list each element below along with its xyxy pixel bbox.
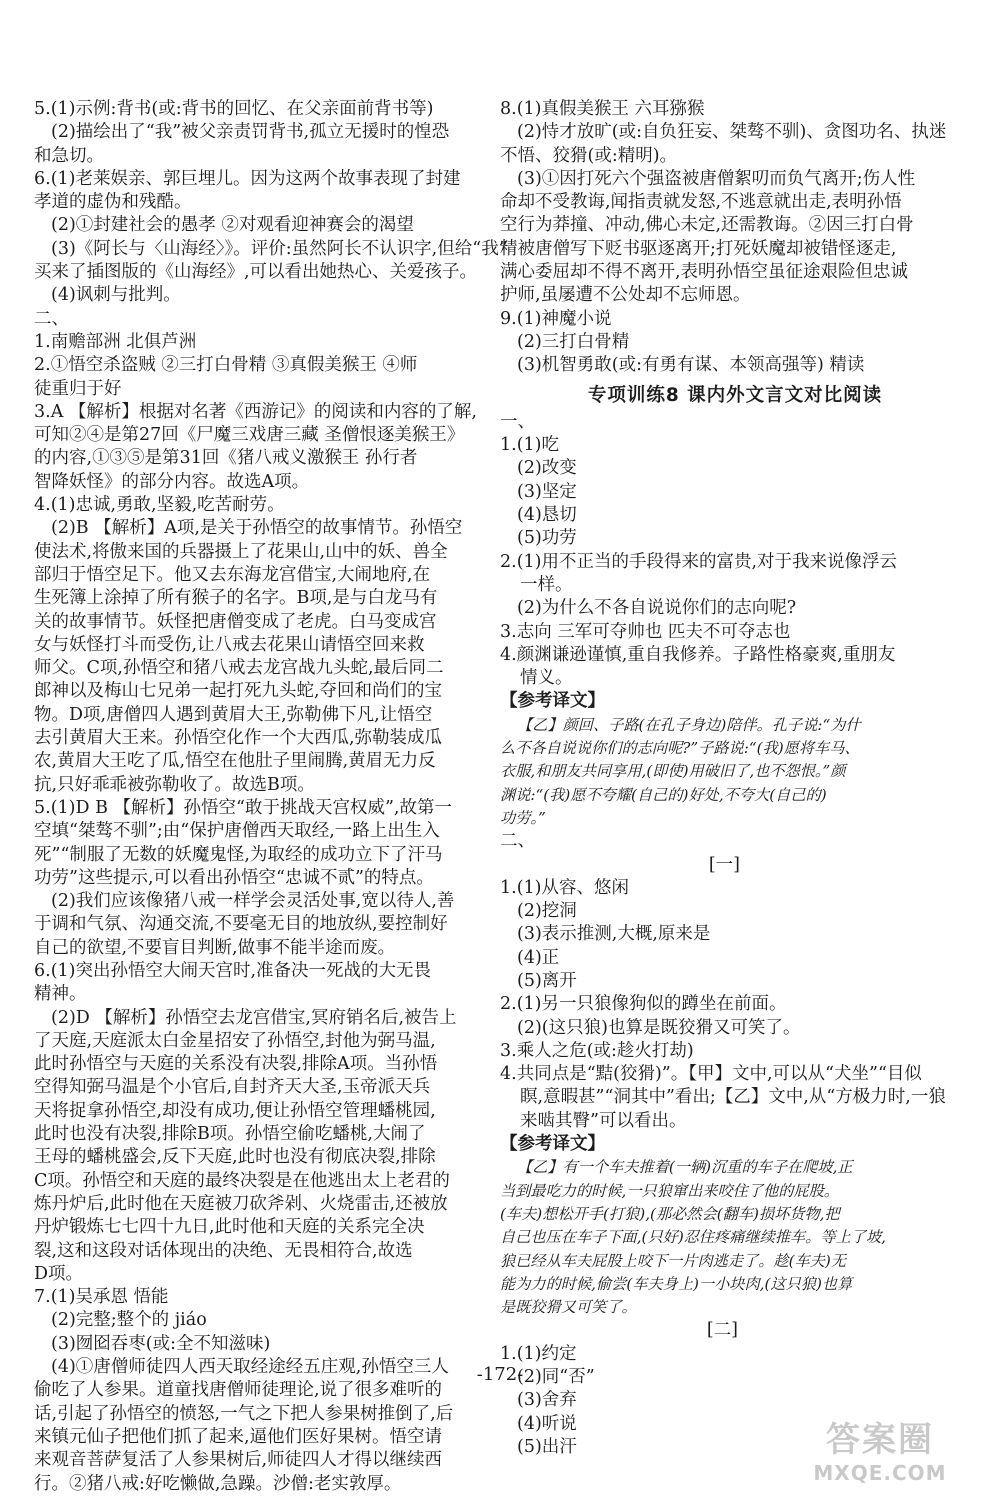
- left-line: 来观音菩萨复活了人参果树后,师徒四人才得以继续西: [34, 1450, 443, 1471]
- left-line: 话,引起了孙悟空的愤怒,一气之下把人参果树推倒了,后: [34, 1403, 454, 1424]
- right-line: (3)表示推测,大概,原来是: [517, 924, 711, 945]
- left-line: (3)《阿长与〈山海经〉》。评价:虽然阿长不认识字,但给“我”: [51, 238, 508, 259]
- left-line: 孝道的虚伪和残酷。: [34, 192, 192, 213]
- right-line: 精被唐僧写下贬书驱逐离开;打死妖魔却被错怪逐走,: [500, 238, 897, 259]
- right-line: 是既狡猾又可笑了。: [500, 1298, 637, 1317]
- right-line: 衣服,和朋友共同享用,(即使)用破旧了,也不怨恨。”颜: [500, 762, 846, 781]
- watermark-top: 答案圈: [826, 1420, 934, 1460]
- left-line: (2)我们应该像猪八戒一样学会灵活处事,宽以待人,善: [51, 891, 455, 912]
- left-line: 生死簿上涂掉了所有猴子的名字。B项,是与白龙马有: [34, 588, 438, 609]
- right-line: (2)同“否”: [517, 1367, 595, 1388]
- left-line: 了天庭,天庭派太白金星招安了孙悟空,封他为弼马温,: [34, 1030, 436, 1051]
- right-column: [500, 98, 970, 1459]
- left-line: (3)囫囵吞枣(或:全不知滋味): [51, 1333, 271, 1354]
- right-line: (2)挖洞: [517, 901, 577, 922]
- right-line: 来啮其臀”可以看出。: [520, 1110, 687, 1131]
- right-line: 渊说:“(我)愿不夸耀(自己的)好处,不夸大(自己的): [500, 785, 827, 804]
- left-line: 精神。: [34, 984, 87, 1005]
- left-line: 智降妖怪》的部分内容。故选A项。: [34, 471, 310, 492]
- right-line: 能为力的时候,偷尝(车夫身上)一小块肉,(这只狼)也算: [500, 1274, 853, 1293]
- right-line: (2)改变: [517, 458, 577, 479]
- left-line: (2)完整;整个的 jiáo: [51, 1310, 207, 1331]
- right-line: 瞑,意暇甚”“洞其中”看出;【乙】文中,从“方极力时,一狼: [520, 1087, 946, 1108]
- left-line: 师父。C项,孙悟空和猪八戒去龙宫战九头蛇,最后同二: [34, 658, 444, 679]
- left-line: (2)B 【解析】A项,是关于孙悟空的故事情节。孙悟空: [51, 518, 463, 539]
- left-line: 女与妖怪打斗而受伤,让八戒去花果山请悟空回来救: [34, 634, 425, 655]
- left-line: 可知②④是第27回《尸魔三戏唐三藏 圣僧恨逐美猴王》: [34, 425, 465, 446]
- right-line: 二、: [500, 831, 535, 852]
- right-line: 满心委屈却不得不离开,表明孙悟空虽征途艰险但忠诚: [500, 262, 909, 283]
- right-line: 3.志向 三军可夺帅也 匹夫不可夺志也: [500, 621, 791, 642]
- left-line: 去引黄眉大王来。孙悟空化作一个大西瓜,弥勒装成瓜: [34, 728, 443, 749]
- right-line: (3)坚定: [517, 481, 577, 502]
- right-line: 命却不受教诲,闻指责就发怒,不逃意就出走,表明孙悟: [500, 192, 902, 213]
- left-line: 买来了插图版的《山海经》,可以看出她热心、关爱孩子。: [34, 262, 478, 283]
- left-line: 于调和气氛、沟通交流,不要毫无目的地放纵,要控制好: [34, 914, 448, 935]
- left-line: 炼丹炉后,此时他在天庭被刀砍斧剁、火烧雷击,还被放: [34, 1193, 448, 1214]
- left-line: 空填“桀骜不驯”;由“保护唐僧西天取经,一路上出生入: [34, 821, 440, 842]
- right-line: 2.(1)用不正当的手段得来的富贵,对于我来说像浮云: [500, 551, 898, 572]
- left-line: 和急切。: [34, 145, 104, 166]
- left-line: 功劳”这些提示,可以看出孙悟空“忠诚不贰”的特点。: [34, 867, 434, 888]
- left-line: 王母的蟠桃盛会,反下天庭,此时也没有彻底决裂,排除: [34, 1147, 436, 1168]
- left-line: 5.(1)示例:背书(或:背书的回忆、在父亲面前背书等): [34, 99, 434, 119]
- left-line: (2)①封建社会的愚孝 ②对观看迎神赛会的渴望: [51, 215, 414, 236]
- right-line: 【参考译文】: [500, 691, 605, 712]
- left-line: (2)D 【解析】孙悟空去龙宫借宝,冥府销名后,被告上: [51, 1007, 457, 1028]
- right-line: 护师,虽屡遭不公处却不忘师恩。: [500, 285, 751, 306]
- left-line: 死”“制服了无数的妖魔鬼怪,为取经的成功立下了汗马: [34, 844, 443, 865]
- right-line: 1.(1)从容、悠闲: [500, 877, 629, 898]
- left-line: 来镇元仙子把他们抓了起来,逼他们医好果树。悟空请: [34, 1426, 443, 1447]
- right-line: 4.共同点是“黠(狡猾)”。【甲】文中,可以从“犬坐”“目似: [500, 1064, 922, 1085]
- right-line: 【乙】有一个车夫推着(一辆)沉重的车子在爬坡,正: [517, 1158, 853, 1177]
- left-line: 关的故事情节。妖怪把唐僧变成了老虎。白马变成宫: [34, 611, 437, 632]
- right-line: 么不各自说说你们的志向呢?”子路说:“(我)愿将车马、: [500, 739, 860, 758]
- left-line: 3.A 【解析】根据对名著《西游记》的阅读和内容的了解,: [34, 401, 477, 422]
- right-line: (5)离开: [517, 970, 577, 991]
- right-line: 狼已经从车夫屁股上咬下一片肉逃走了。趁(车夫)无: [500, 1251, 846, 1270]
- right-line: [一]: [708, 854, 740, 875]
- right-line: (2)三打白骨精: [517, 331, 630, 352]
- left-line: 此时孙悟空与天庭的关系没有决裂,排除A项。当孙悟: [34, 1054, 438, 1075]
- left-line: (4)讽刺与批判。: [51, 285, 181, 306]
- left-line: 此时也没有决裂,排除B项。孙悟空偷吃蟠桃,大闹了: [34, 1124, 426, 1145]
- right-line: 3.乘人之危(或:趁火打劫): [500, 1040, 694, 1061]
- left-line: 农,黄眉大王吃了瓜,悟空在他肚子里闹腾,黄眉无力反: [34, 751, 436, 772]
- right-line: (2)恃才放旷(或:自负狂妄、桀骜不驯)、贪图功名、执迷: [517, 122, 947, 143]
- page-number: -172-: [476, 1364, 524, 1385]
- right-line: (4)正: [517, 947, 560, 968]
- right-line: 自己也压在车子下面,(只好)忍住疼痛继续推车。等上了坡,: [500, 1228, 887, 1247]
- right-line: (3)机智勇敢(或:有勇有谋、本领高强等) 精读: [517, 355, 865, 376]
- left-line: (4)①唐僧师徒四人西天取经途经五庄观,孙悟空三人: [51, 1357, 449, 1378]
- left-line: 徒重归于好: [34, 378, 122, 399]
- right-line: 当到最吃力的时候,一只狼窜出来咬住了他的屁股。: [500, 1181, 839, 1200]
- right-line: (5)功劳: [517, 528, 577, 549]
- left-line: 2.①悟空杀盗贼 ②三打白骨精 ③真假美猴王 ④师: [34, 355, 418, 376]
- right-line: 【乙】颜回、子路(在孔子身边)陪伴。孔子说:“为什: [517, 715, 861, 734]
- right-line: 情义。: [520, 668, 573, 689]
- left-line: 的内容,①③⑤是第31回《猪八戒义激猴王 孙行者: [34, 448, 418, 469]
- left-line: 使法术,将傲来国的兵器摄上了花果山,山中的妖、兽全: [34, 541, 448, 562]
- right-line: 一样。: [520, 574, 573, 595]
- left-line: 6.(1)突出孙悟空大闹天宫时,准备决一死战的大无畏: [34, 960, 432, 981]
- right-line: (车夫)想松开手(打狼),(那必然会(翻车)损坏货物,把: [500, 1204, 840, 1223]
- left-line: 物。D项,唐僧四人遇到黄眉大王,弥勒佛下凡,让悟空: [34, 704, 433, 725]
- left-line: 行。②猪八戒:好吃懒做,急躁。沙僧:老实敦厚。: [34, 1473, 402, 1494]
- right-line: 专项训练8 课内外文言文对比阅读: [587, 384, 883, 406]
- right-line: 功劳。”: [500, 808, 546, 827]
- watermark-logo: [780, 1412, 980, 1484]
- right-line: (5)出汗: [517, 1436, 577, 1457]
- left-line: 6.(1)老莱娱亲、郭巨埋儿。因为这两个故事表现了封建: [34, 168, 461, 189]
- right-line: 不悟、狡猾(或:精明)。: [500, 145, 678, 166]
- right-line: 2.(1)另一只狼像狗似的蹲坐在前面。: [500, 994, 787, 1015]
- left-line: 1.南赡部洲 北俱芦洲: [34, 331, 197, 352]
- left-line: 5.(1)D B 【解析】孙悟空“敢于挑战天宫权威”,故第一: [34, 797, 452, 818]
- right-line: 1.(1)吃: [500, 435, 559, 456]
- right-line: 4.颜渊谦逊谨慎,重自我修养。子路性格豪爽,重朋友: [500, 644, 896, 665]
- right-line: 【参考译文】: [500, 1134, 605, 1155]
- right-line: (2)(这只狼)也算是既狡猾又可笑了。: [517, 1017, 801, 1038]
- right-line: 1.(1)约定: [500, 1343, 577, 1364]
- right-line: 空行为莽撞、冲动,佛心未定,还需教诲。②因三打白骨: [500, 215, 914, 236]
- right-line: (4)恳切: [517, 505, 577, 526]
- left-line: C项。孙悟空和天庭的最终决裂是在他逃出太上老君的: [34, 1170, 450, 1191]
- left-line: 4.(1)忠诚,勇敢,坚毅,吃苦耐劳。: [34, 495, 285, 516]
- right-line: 一、: [500, 411, 535, 432]
- left-line: 郎神以及梅山七兄弟一起打死九头蛇,夺回和尚们的宝: [34, 681, 443, 702]
- right-line: 8.(1)真假美猴王 六耳猕猴: [500, 99, 705, 119]
- left-line: 空得知弼马温是个小官后,自封齐天大圣,玉帝派天兵: [34, 1077, 431, 1098]
- right-line: (3)舍弃: [517, 1390, 577, 1411]
- left-line: 裂,这和这段对话体现出的决绝、无畏相符合,故选: [34, 1240, 413, 1261]
- right-line: (2)为什么不各自说说你们的志向呢?: [517, 598, 797, 619]
- left-line: 偷吃了人参果。道童找唐僧师徒理论,说了很多难听的: [34, 1380, 443, 1401]
- right-line: [二]: [706, 1320, 738, 1341]
- left-line: (2)描绘出了“我”被父亲责罚背书,孤立无援时的惶恐: [51, 122, 450, 143]
- left-line: 抗,只好乖乖被弥勒收了。故选B项。: [34, 774, 315, 795]
- right-line: (4)听说: [517, 1413, 577, 1434]
- left-line: D项。: [34, 1263, 84, 1284]
- right-line: 9.(1)神魔小说: [500, 308, 612, 329]
- right-line: (3)①因打死六个强盗被唐僧絮叨而负气离开;伤人性: [517, 168, 916, 189]
- left-line: 部归于悟空足下。他又去东海龙宫借宝,大闹地府,在: [34, 564, 431, 585]
- left-line: 天将捉拿孙悟空,却没有成功,便让孙悟空管理蟠桃园,: [34, 1100, 436, 1121]
- watermark-bottom: MXQE.COM: [813, 1461, 947, 1485]
- left-line: 自己的欲望,不要盲目判断,做事不能半途而废。: [34, 937, 396, 958]
- left-line: 丹炉锻炼七七四十九日,此时他和天庭的关系完全决: [34, 1217, 425, 1238]
- left-line: 二、: [34, 308, 69, 329]
- left-line: 7.(1)吴承恩 悟能: [34, 1287, 169, 1308]
